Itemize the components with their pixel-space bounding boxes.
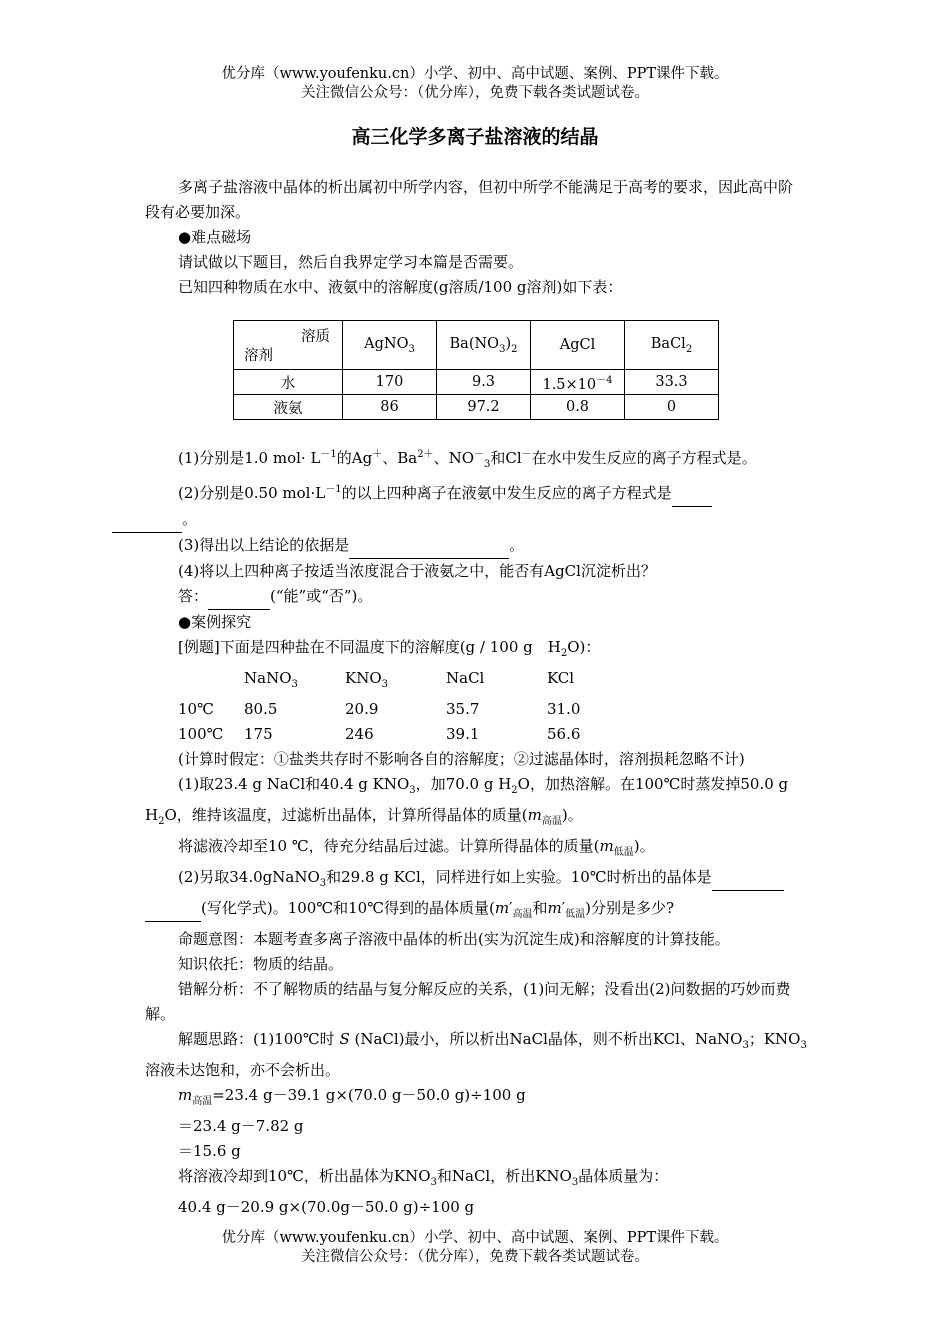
col-header-bacl2: BaCl$_2$ (625, 321, 719, 370)
grid-row-10c: 10℃ 80.5 20.9 35.7 31.0 (178, 700, 581, 718)
cell-ammonia-bacl2: 0 (625, 395, 719, 420)
calc-line-1: $m_{高温}=23.4$ g－39.1 g×(70.0 g－50.0 g)÷100 g (178, 1086, 526, 1107)
calc-line-5: 40.4 g－20.9 g×(70.0g－50.0 g)÷100 g (178, 1198, 475, 1216)
intro-paragraph: 多离子盐溶液中晶体的析出属初中所学内容，但初中所学不能满足于高考的要求，因此高中阶段有必要加深。 (145, 178, 794, 221)
error-analysis: 错解分析：不了解物质的结晶与复分解反应的关系，(1)问无解；没看出(2)问数据的巧妙而费解。 (145, 980, 791, 1023)
answer-blank-2a (672, 481, 712, 507)
calc-line-3: ＝15.6 g (178, 1142, 241, 1160)
calc-line-2: ＝23.4 g－7.82 g (178, 1117, 304, 1135)
question-4: (4)将以上四种离子按适当浓度混合于液氨之中，能否有AgCl沉淀析出？ (178, 562, 656, 580)
footer-line-1: 优分库（www.youfenku.cn）小学、初中、高中试题、案例、PPT课件下载。 (221, 1230, 729, 1246)
col-header-agno3: AgNO$_3$ (343, 321, 437, 370)
corner-solute-label: 溶质 (301, 329, 330, 345)
table-corner-cell (234, 321, 343, 370)
page-footer (0, 1229, 950, 1267)
section-heading-case: ●案例探究 (178, 613, 252, 631)
solubility-grid (145, 666, 807, 747)
corner-solvent-label: 溶剂 (244, 348, 273, 364)
row-label-ammonia: 液氨 (234, 395, 343, 420)
example-part-1b: 将滤液冷却至10 ℃，待充分结晶后过滤。计算所得晶体的质量$(m_{低温})$。 (178, 837, 655, 858)
basis-paragraph: 知识依托：物质的结晶。 (178, 955, 344, 973)
grid-header-row (145, 666, 807, 697)
table-row-water (234, 370, 719, 395)
grid-header-kcl: KCl (547, 669, 575, 687)
cell-water-bacl2: 33.3 (625, 370, 719, 395)
table-row-ammonia (234, 395, 719, 420)
cell-water-agno3: 170 (343, 370, 437, 395)
solubility-table (233, 320, 719, 420)
page-header (0, 65, 950, 103)
answer-blank-2b (112, 507, 182, 533)
intent-paragraph: 命题意图：本题考查多离子溶液中晶体的析出(实为沉淀生成)和溶解度的计算技能。 (178, 930, 730, 948)
cell-ammonia-agno3: 86 (343, 395, 437, 420)
col-header-bano32: $Ba(NO_3)_2$ (437, 321, 531, 370)
table-intro-paragraph: 已知四种物质在水中、液氨中的溶解度(g溶质/100 g溶剂)如下表： (178, 278, 623, 296)
section-heading-difficulty: ●难点磁场 (178, 228, 252, 246)
grid-header-kno3: $KNO_3$ (345, 669, 389, 690)
page-title: 高三化学多离子盐溶液的结晶 (351, 126, 599, 148)
grid-header-nacl: NaCl (446, 669, 485, 687)
assumption-note: (计算时假定：①盐类共存时不影响各自的溶解度；②过滤晶体时，溶剂损耗忽略不计) (178, 750, 745, 768)
footer-line-2: 关注微信公众号：（优分库），免费下载各类试题试卷。 (301, 1249, 649, 1265)
example-part-2: (2)另取34.0gNaNO$_3$和29.8 g KCl，同样进行如上实验。10℃时析出的晶体是 (写化学式)。100℃和10℃得到的晶体质量($m'_{高温}$和$m'_{低温}$)分别是多少? (145, 865, 807, 927)
answer-blank-3 (349, 533, 509, 559)
instruction-paragraph: 请试做以下题目，然后自我界定学习本篇是否需要。 (178, 253, 524, 271)
grid-header-nano3: NaNO$_3$ (244, 669, 298, 690)
question-3: (3)得出以上结论的依据是 。 (145, 533, 807, 559)
example-part-1: (1)取23.4 g NaCl和40.4 g $KNO_3$，加70.0 g $H_2O$，加热溶解。在100℃时蒸发掉50.0 g $H_2O$，维持该温度，过滤析出晶体，计算所得晶体的质量$(m_{高温})$。 (145, 775, 789, 827)
question-2: (2)分别是0.50 $mol\cdot L^{-1}$的以上四种离子在液氨中发生反应的离子方程式是 。 (145, 477, 807, 533)
document-body (145, 175, 807, 1220)
cell-ammonia-bano32: 97.2 (437, 395, 531, 420)
col-header-agcl: AgCl (531, 321, 625, 370)
header-line-2: 关注微信公众号：（优分库），免费下载各类试题试卷。 (301, 85, 649, 101)
solution-idea: 解题思路：(1)100℃时 S (NaCl)最小，所以析出NaCl晶体，则不析出KCl、NaNO$_3$；$KNO_3$溶液未达饱和，亦不会析出。 (145, 1030, 807, 1079)
example-intro: [例题]下面是四种盐在不同温度下的溶解度(g / 100 g $H_2O$)： (178, 638, 601, 659)
question-1: (1)分别是1.0 $mol\cdot L^{-1}$的Ag＋、$Ba^{2+}$、$NO^-_3$和Cl－在水中发生反应的离子方程式是。 (178, 449, 757, 470)
cell-ammonia-agcl: 0.8 (531, 395, 625, 420)
cell-water-agcl: $1.5\times 10^{-4}$ (531, 370, 625, 395)
answer-blank-4 (208, 584, 270, 610)
answer-blank-5a (712, 865, 784, 891)
answer-blank-5b (145, 896, 201, 922)
header-line-1: 优分库（www.youfenku.cn）小学、初中、高中试题、案例、PPT课件下载。 (221, 66, 729, 82)
calc-line-4: 将溶液冷却到10℃，析出晶体为$KNO_3$和NaCl，析出$KNO_3$晶体质量为： (178, 1167, 669, 1188)
question-4-answer: 答： (“能”或“否”)。 (145, 584, 807, 610)
grid-row-100c: 100℃ 175 246 39.1 56.6 (178, 725, 581, 743)
cell-water-bano32: 9.3 (437, 370, 531, 395)
row-label-water: 水 (234, 370, 343, 395)
